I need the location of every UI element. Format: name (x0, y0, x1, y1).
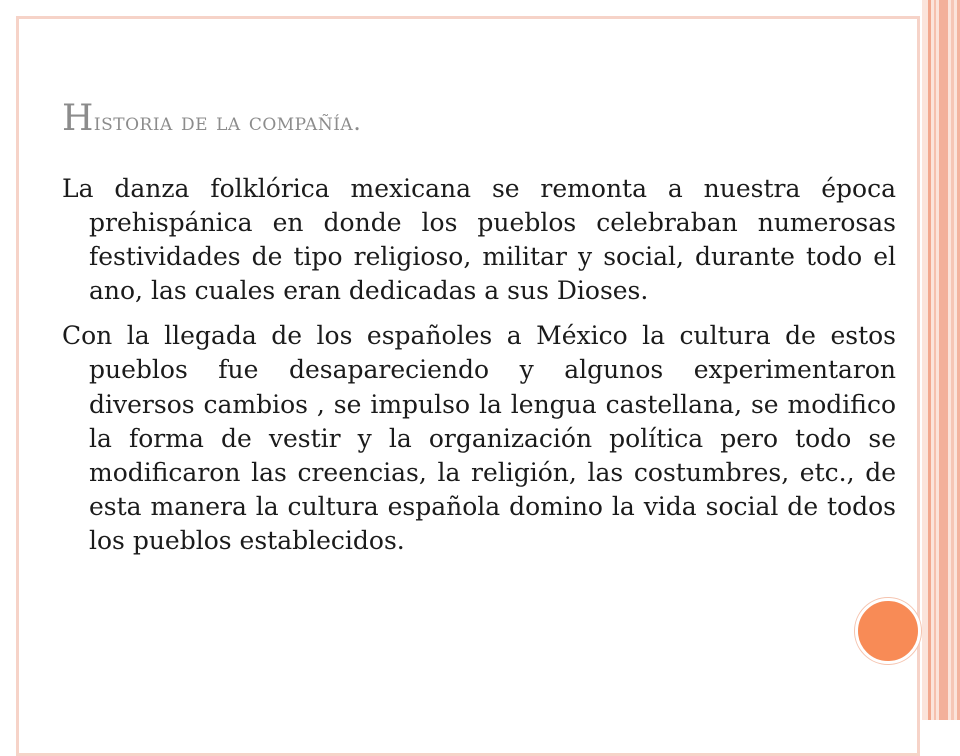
decorative-stripe (934, 0, 936, 720)
slide-title-initial: H (62, 98, 94, 139)
body-paragraph: Con la llegada de los españoles a México la cultura de estos pueblos fue desapareciendo y algunos experimentaron diversos cambios , se impulso la lengua castellana, se modifico la forma de vestir y la organización política pero todo se modificaron las creencias, la religión, las costumbres, etc., de esta manera la cultura española domino la vida social de todos los pueblos establecidos. (62, 321, 896, 555)
slide-title (62, 98, 361, 139)
decorative-stripe (939, 0, 948, 720)
decorative-circle (855, 598, 921, 664)
slide-title-rest: istoria de la compañía. (93, 108, 362, 136)
decorative-stripe (928, 0, 931, 720)
slide-body (62, 172, 896, 569)
body-paragraph: La danza folklórica mexicana se remonta a nuestra época prehispánica en donde los pueblos celebraban numerosas festividades de tipo religioso, militar y social, durante todo el ano, las cuales eran dedicadas a sus Dioses. (62, 174, 896, 306)
decorative-stripe (951, 0, 954, 720)
